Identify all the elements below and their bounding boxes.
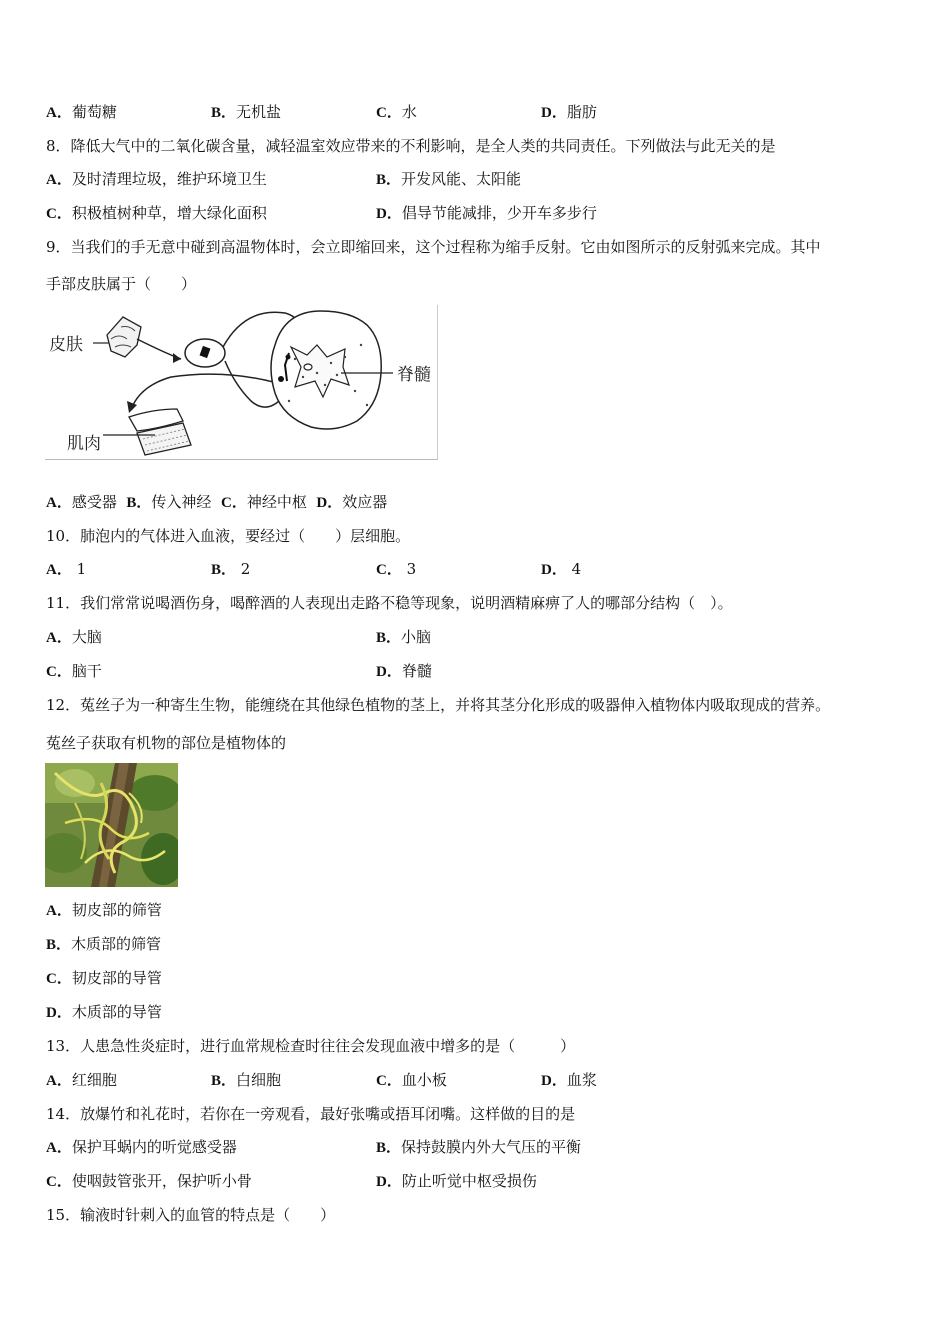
q12-stem-line1: 12．菟丝子为一种寄生生物，能缠绕在其他绿色植物的茎上，并将其茎分化形成的吸器伸入植物体内吸取现成的营养。 (46, 696, 831, 714)
q12-stem-line2: 菟丝子获取有机物的部位是植物体的 (46, 734, 287, 752)
q11-option-c: C．脑干 (46, 662, 102, 680)
q12-option-a: A．韧皮部的筛管 (46, 901, 162, 919)
q11-option-d: D．脊髓 (376, 662, 432, 680)
q13-option-c: C．血小板 (376, 1071, 447, 1089)
q12-option-d: D．木质部的导管 (46, 1003, 162, 1021)
q9-stem-line1: 9．当我们的手无意中碰到高温物体时，会立即缩回来，这个过程称为缩手反射。它由如图所示的反射弧来完成。其中 (46, 238, 821, 256)
q10-stem: 10．肺泡内的气体进入血液，要经过（ ）层细胞。 (46, 527, 411, 545)
reflex-arc-figure (45, 305, 438, 460)
q13-stem: 13．人患急性炎症时，进行血常规检查时往往会发现血液中增多的是（ ） (46, 1037, 576, 1055)
q10-option-a: A． 1 (46, 560, 87, 578)
q12-option-c: C．韧皮部的导管 (46, 969, 162, 987)
q13-option-a: A．红细胞 (46, 1071, 117, 1089)
q8-option-d: D．倡导节能减排，少开车多步行 (376, 204, 597, 222)
label-skin: 皮肤 (49, 335, 83, 355)
q14-option-a: A．保护耳蜗内的听觉感受器 (46, 1138, 237, 1156)
q7-option-b: B．无机盐 (211, 103, 282, 121)
q8-stem: 8．降低大气中的二氧化碳含量，减轻温室效应带来的不利影响，是全人类的共同责任。下列做法与此无关的是 (46, 137, 776, 155)
q7-option-c: C．水 (376, 103, 417, 121)
q9-stem-line2: 手部皮肤属于（ ） (46, 275, 197, 293)
q9-options: A．感受器 B．传入神经 C．神经中枢 D．效应器 (46, 493, 388, 511)
q13-option-b: B．白细胞 (211, 1071, 282, 1089)
q14-stem: 14．放爆竹和礼花时，若你在一旁观看，最好张嘴或捂耳闭嘴。这样做的目的是 (46, 1105, 576, 1123)
q8-option-a: A．及时清理垃圾，维护环境卫生 (46, 170, 267, 188)
q14-option-d: D．防止听觉中枢受损伤 (376, 1172, 537, 1190)
q7-option-a: A．葡萄糖 (46, 103, 117, 121)
q15-stem: 15．输液时针刺入的血管的特点是（ ） (46, 1206, 336, 1224)
q11-option-b: B．小脑 (376, 628, 432, 646)
q8-option-b: B．开发风能、太阳能 (376, 170, 522, 188)
q10-option-c: C． 3 (376, 560, 417, 578)
q7-option-d: D．脂肪 (541, 103, 597, 121)
q13-option-d: D．血浆 (541, 1071, 597, 1089)
label-muscle: 肌肉 (67, 434, 101, 454)
q8-option-c: C．积极植树种草，增大绿化面积 (46, 204, 267, 222)
q10-option-b: B． 2 (211, 560, 251, 578)
q14-option-b: B．保持鼓膜内外大气压的平衡 (376, 1138, 582, 1156)
dodder-photo (45, 763, 178, 887)
q12-option-b: B．木质部的筛管 (46, 935, 162, 953)
label-spinal-cord: 脊髓 (397, 365, 431, 385)
q10-option-d: D． 4 (541, 560, 582, 578)
q11-stem: 11．我们常常说喝酒伤身，喝醉酒的人表现出走路不稳等现象，说明酒精麻痹了人的哪部分结构（ ）。 (46, 594, 733, 612)
q14-option-c: C．使咽鼓管张开，保护听小骨 (46, 1172, 252, 1190)
q11-option-a: A．大脑 (46, 628, 102, 646)
